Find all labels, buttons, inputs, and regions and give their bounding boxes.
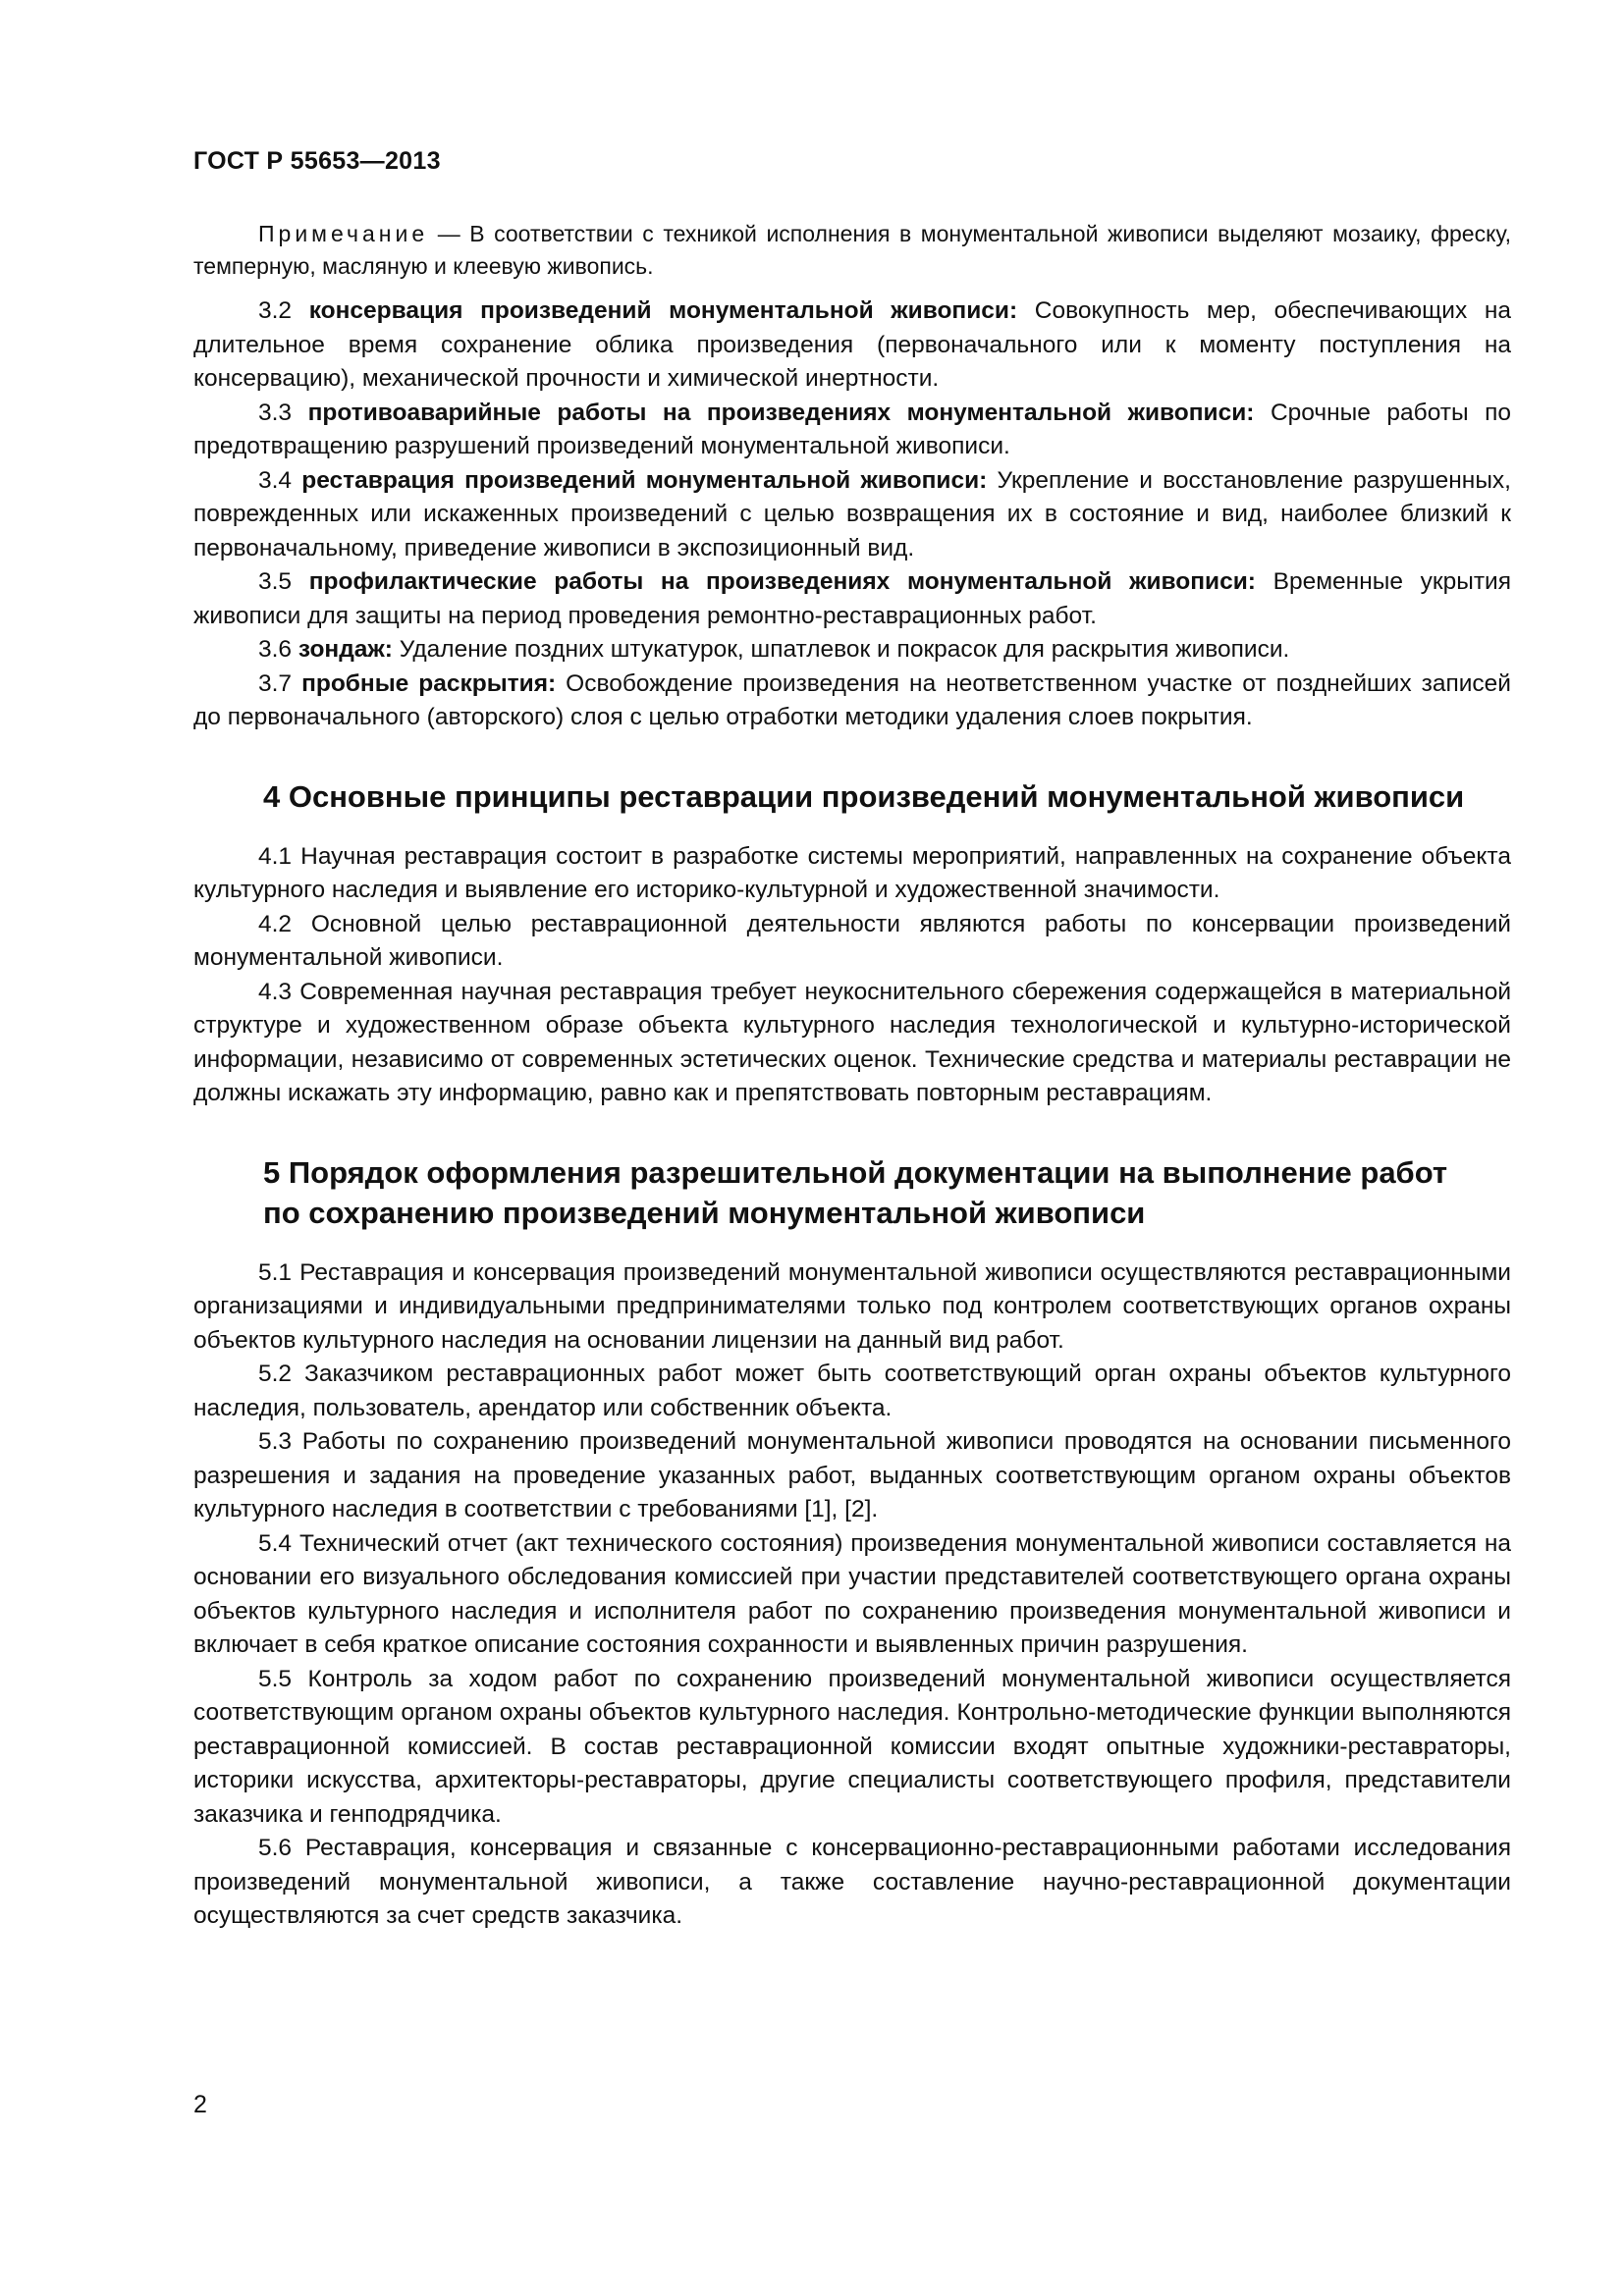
- definition-3-7: 3.7 пробные раскрытия: Освобождение произведения на неответственном участке от позднейших записей до первоначального (авторского) слоя с целью отработки методики удаления слоев покрытия.: [193, 669, 1511, 730]
- term: пробные раскрытия:: [301, 669, 557, 697]
- paragraph-5-3: 5.3 Работы по сохранению произведений монументальной живописи проводятся на основании письменного разрешения и задания на проведение указанных работ, выданных соответствующим органом охраны объектов культурного наследия в соответствии с требованиями [1], [2].: [193, 1428, 1511, 1522]
- paragraph-4-3: 4.3 Современная научная реставрация требует неукоснительного сбережения содержащейся в материальной структуре и художественном образе объекта культурного наследия технологической и культурно-исторической информации, независимо от современных эстетических оценок. Технические средства и материалы реставрации не должны искажать эту информацию, равно как и препятствовать повторным реставрациям.: [193, 978, 1511, 1106]
- paragraph-5-1: 5.1 Реставрация и консервация произведений монументальной живописи осуществляются реставрационными организациями и индивидуальными предпринимателями только под контролем соответствующих органов охраны объектов культурного наследия на основании лицензии на данный вид работ.: [193, 1258, 1511, 1354]
- definition-3-6: 3.6 зондаж: Удаление поздних штукатурок, шпатлевок и покрасок для раскрытия живописи.: [258, 636, 1290, 663]
- note-text: — В соответствии с техникой исполнения в монументальной живописи выделяют мозаику, фреску, темперную, масляную и клеевую живопись.: [193, 221, 1511, 279]
- paragraph-5-6: 5.6 Реставрация, консервация и связанные с консервационно-реставрационными работами исследования произведений монументальной живописи, а также составление научно-реставрационной документации осуществляются за счет средств заказчика.: [193, 1835, 1511, 1929]
- term: противоаварийные работы на произведениях монументальной живописи:: [307, 399, 1255, 426]
- section-4-heading: 4 Основные принципы реставрации произведений монументальной живописи: [263, 778, 1465, 814]
- term: реставрация произведений монументальной живописи:: [301, 466, 988, 494]
- paragraph-5-4: 5.4 Технический отчет (акт технического состояния) произведения монументальной живописи составляется на основании его визуального обследования комиссией при участии представителей соответствующего органа охраны объектов культурного наследия и исполнителя работ по сохранению произведения монументальной живописи и включает в себя краткое описание состояния сохранности и выявленных причин разрушения.: [193, 1529, 1511, 1658]
- definition-3-4: 3.4 реставрация произведений монументальной живописи: Укрепление и восстановление разрушенных, поврежденных или искаженных произведений с целью возвращения их в состояние и вид, наиболее близкий к первоначальному, приведение живописи в экспозиционный вид.: [193, 466, 1511, 561]
- note-paragraph: [193, 218, 1511, 283]
- document-body: [193, 218, 1511, 1934]
- definition-3-3: 3.3 противоаварийные работы на произведениях монументальной живописи: Срочные работы по предотвращению разрушений произведений монументальной живописи.: [193, 399, 1512, 459]
- page-number: 2: [193, 2091, 207, 2118]
- term: консервация произведений монументальной живописи:: [308, 297, 1018, 324]
- term: зондаж:: [298, 636, 393, 663]
- definition-3-2: 3.2 консервация произведений монументальной живописи: Совокупность мер, обеспечивающих на длительное время сохранение облика произведения (первоначального или к моменту поступления на консервацию), механической прочности и химической инертности.: [193, 297, 1512, 392]
- section-5-heading: 5 Порядок оформления разрешительной документации на выполнение работ по сохранению произведений монументальной живописи: [263, 1154, 1448, 1230]
- paragraph-4-2: 4.2 Основной целью реставрационной деятельности являются работы по консервации произведений монументальной живописи.: [193, 910, 1511, 971]
- paragraph-4-1: 4.1 Научная реставрация состоит в разработке системы мероприятий, направленных на сохранение объекта культурного наследия и выявление его историко-культурной и художественной значимости.: [193, 842, 1511, 903]
- document-header: ГОСТ Р 55653—2013: [193, 147, 441, 175]
- note-label: Примечание: [258, 221, 429, 246]
- definition-3-5: 3.5 профилактические работы на произведениях монументальной живописи: Временные укрытия живописи для защиты на период проведения ремонтно-реставрационных работ.: [193, 568, 1511, 629]
- paragraph-5-5: 5.5 Контроль за ходом работ по сохранению произведений монументальной живописи осуществляется соответствующим органом охраны объектов культурного наследия. Контрольно-методические функции выполняются реставрационной комиссией. В состав реставрационной комиссии входят опытные художники-реставраторы, историки искусства, архитекторы-реставраторы, другие специалисты соответствующего профиля, представители заказчика и генподрядчика.: [193, 1665, 1511, 1828]
- term: профилактические работы на произведениях монументальной живописи:: [308, 568, 1256, 595]
- paragraph-5-2: 5.2 Заказчиком реставрационных работ может быть соответствующий орган охраны объектов культурного наследия, пользователь, арендатор или собственник объекта.: [193, 1361, 1511, 1421]
